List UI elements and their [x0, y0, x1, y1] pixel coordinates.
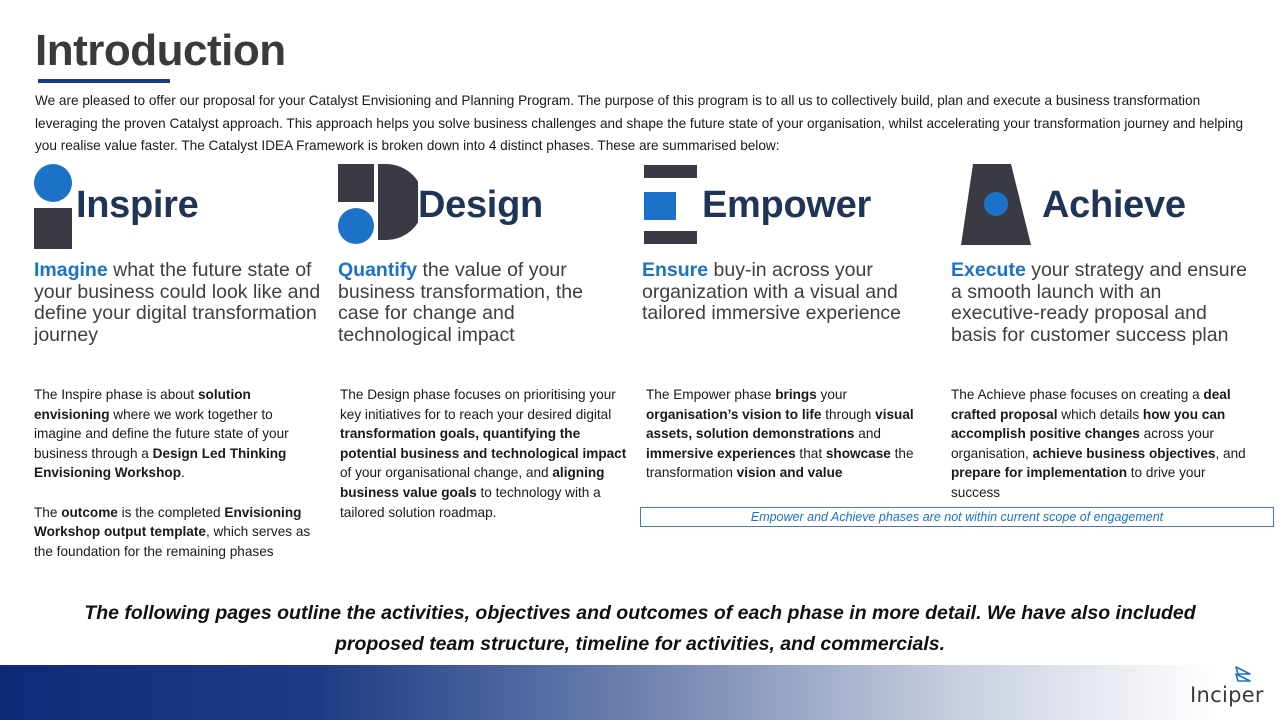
empower-description — [646, 385, 936, 483]
emphasis-text: Design Led Thinking Envisioning Workshop — [34, 445, 287, 481]
body-text-segment: The Design phase focuses on prioritising your key initiatives for to reach your desired digital — [340, 387, 616, 422]
phase-empower — [642, 160, 942, 325]
body-text-segment: to drive your success — [951, 465, 1206, 500]
body-text-segment: the transformation — [646, 445, 914, 481]
intro-paragraph: We are pleased to offer our proposal for your Catalyst Envisioning and Planning Program. The purpose of this program is to all us to collectively build, plan and execute a business transformation leveraging the proven Catalyst approach. This approach helps you solve business challenges and shape the future state of your organisation, whilst accelerating your transformation journey and helping you realise value faster. The Catalyst IDEA Framework is broken down into 4 distinct phases. These are summarised below: — [35, 93, 1244, 153]
phase-name: Empower — [702, 184, 871, 226]
emphasis-text: brings — [775, 387, 817, 402]
tagline-text: what the future state of your business could look like and define your digital transformation journey — [34, 259, 321, 346]
body-text-segment: , which serves as the foundation for the remaining phases — [34, 524, 311, 559]
body-text-segment: and — [854, 426, 881, 442]
emphasis-text: immersive experiences — [646, 445, 796, 461]
phase-tagline — [642, 260, 942, 325]
phase-inspire — [34, 160, 324, 346]
design-description — [340, 385, 630, 522]
tagline-keyword: Quantify — [338, 259, 418, 281]
closing-statement: The following pages outline the activities, objectives and outcomes of each phase in more detail. We have also included proposed team structure, timeline for activities, and commercials. — [84, 602, 1196, 655]
body-text-segment: The Empower phase — [646, 387, 776, 402]
paragraph-gap — [34, 483, 324, 503]
body-text-segment: where we work together to imagine and define the future state of your business through a — [34, 406, 289, 461]
emphasis-text: solution envisioning — [34, 387, 251, 422]
achieve-description — [951, 385, 1251, 503]
body-text-segment: your — [816, 387, 847, 402]
body-text-segment: to technology with a tailored solution roadmap. — [340, 484, 601, 520]
emphasis-text: transformation goals, quantifying the potential business and technological impact — [340, 426, 627, 461]
tagline-keyword: Imagine — [34, 259, 108, 281]
inspire-description — [34, 385, 324, 561]
scope-note: Empower and Achieve phases are not within current scope of engagement — [640, 507, 1274, 527]
design-icon — [338, 160, 418, 252]
body-text-segment: The — [34, 504, 62, 520]
title-underline — [38, 79, 170, 83]
tagline-keyword: Ensure — [642, 259, 709, 281]
body-text-segment: The Inspire phase is about — [34, 387, 198, 402]
tagline-text: the value of your business transformation, the case for change and technological impact — [338, 259, 583, 346]
tagline-keyword: Execute — [951, 259, 1026, 281]
emphasis-text: showcase — [825, 445, 891, 461]
phase-achieve — [951, 160, 1251, 346]
emphasis-text: visual assets, solution demonstrations — [646, 406, 914, 442]
tagline-text: buy-in across your organization with a visual and tailored immersive experience — [642, 259, 902, 324]
brand-logo — [1188, 663, 1268, 713]
phase-design — [338, 160, 628, 346]
body-text-segment: , and — [1215, 445, 1246, 461]
emphasis-text: organisation’s vision to life — [646, 406, 822, 422]
body-text-segment: . — [181, 465, 185, 481]
emphasis-text: outcome — [61, 504, 118, 520]
emphasis-text: vision and value — [736, 465, 843, 481]
body-text-segment: that — [795, 445, 826, 461]
emphasis-text: aligning business value goals — [340, 465, 605, 500]
emphasis-text: prepare for implementation — [951, 465, 1127, 481]
tagline-text: your strategy and ensure a smooth launch with an executive-ready proposal and basis for customer success plan — [951, 259, 1247, 346]
body-text-segment: across your organisation, — [951, 426, 1214, 461]
body-text-segment: is the completed — [117, 504, 225, 520]
emphasis-text: Envisioning Workshop output template — [34, 504, 302, 540]
page-title: Introduction — [35, 26, 286, 75]
body-text-segment: through — [821, 406, 876, 422]
phase-name: Achieve — [1042, 184, 1186, 226]
phase-name: Inspire — [76, 184, 199, 226]
brand-name: Inciper — [1190, 683, 1264, 707]
phase-tagline — [338, 260, 628, 346]
phase-tagline — [34, 260, 324, 346]
emphasis-text: how you can accomplish positive changes — [951, 406, 1226, 442]
body-text-segment: which details — [1057, 406, 1143, 422]
footer-gradient-bar — [0, 665, 1280, 720]
phase-tagline — [951, 260, 1251, 346]
achieve-icon — [951, 160, 1031, 252]
emphasis-text: deal crafted proposal — [951, 387, 1231, 422]
emphasis-text: achieve business objectives — [1032, 445, 1216, 461]
phase-name: Design — [418, 184, 543, 226]
body-text-segment: of your organisational change, and — [340, 465, 553, 481]
body-text-segment: The Achieve phase focuses on creating a — [951, 387, 1204, 402]
